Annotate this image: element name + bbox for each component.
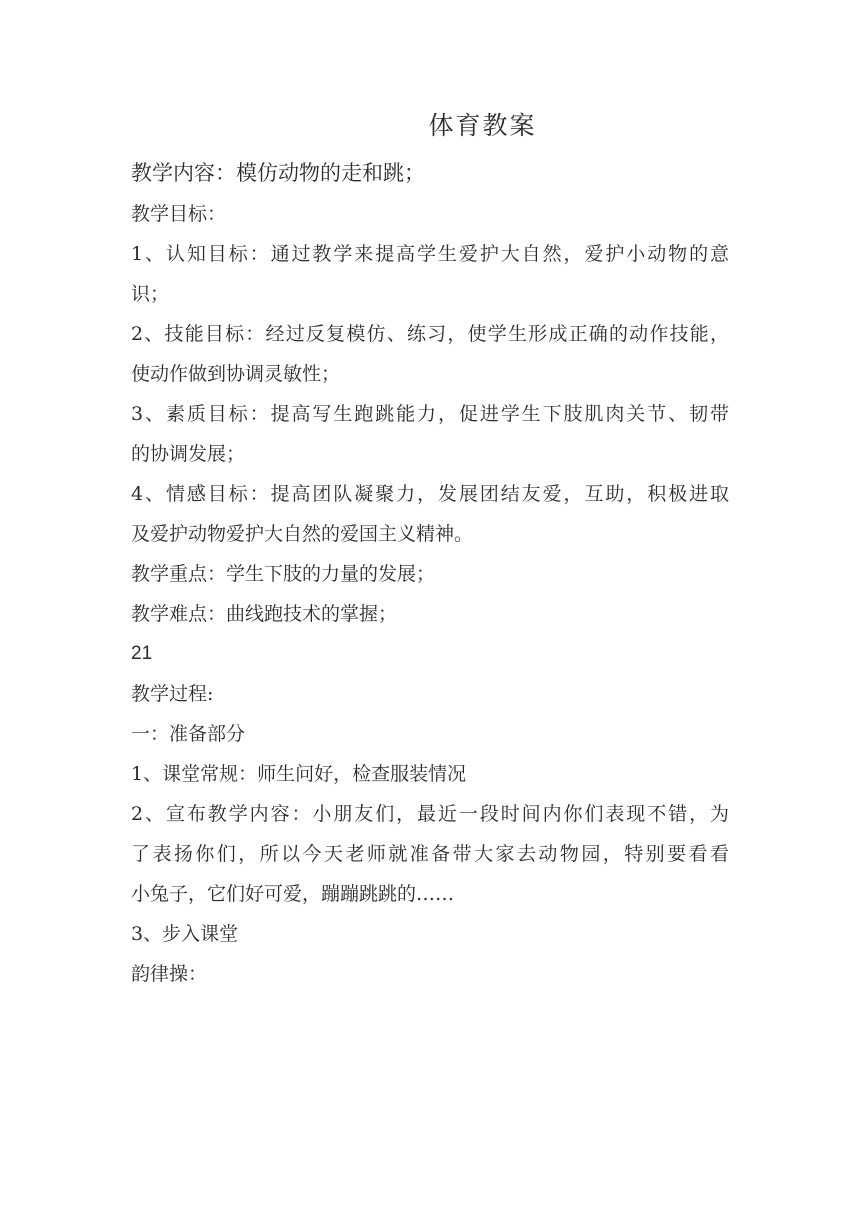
enter-class-line: 3、步入课堂: [131, 923, 239, 945]
emotion-goal-line-2: 及爱护动物爱护大自然的爱国主义精神。: [131, 523, 474, 545]
teaching-content-line: 教学内容：模仿动物的走和跳；: [131, 161, 425, 185]
document-body: [131, 152, 733, 994]
emotion-goal-line-1: 4、情感目标：提高团队凝聚力，发展团结友爱，互助，积极进取: [131, 483, 729, 505]
difficult-point-line: 教学难点：曲线跑技术的掌握；: [131, 603, 398, 625]
quality-goal-line-1: 3、素质目标：提高写生跑跳能力，促进学生下肢肌肉关节、韧带: [131, 403, 729, 425]
announce-content-line-3: 小兔子，它们好可爱，蹦蹦跳跳的……: [131, 883, 455, 905]
document-title: 体育教案: [428, 111, 537, 140]
skill-goal-line-2: 使动作做到协调灵敏性；: [131, 363, 341, 385]
cognitive-goal-line-1: 1、认知目标：通过教学来提高学生爱护大自然，爱护小动物的意: [131, 243, 729, 265]
rhythm-exercise-line: 韵律操：: [131, 963, 208, 985]
preparation-section-heading: 一：准备部分: [131, 723, 246, 745]
announce-content-line-1: 2、宣布教学内容：小朋友们，最近一段时间内你们表现不错，为: [131, 803, 729, 825]
teaching-process-heading: 教学过程:: [131, 683, 214, 705]
skill-goal-line-1: 2、技能目标：经过反复模仿、练习，使学生形成正确的动作技能，: [131, 323, 729, 345]
announce-content-line-2: 了表扬你们，所以今天老师就准备带大家去动物园，特别要看看: [131, 843, 729, 865]
number-line: 21: [131, 643, 153, 664]
teaching-goals-heading: 教学目标：: [131, 203, 227, 225]
cognitive-goal-line-2: 识；: [131, 283, 170, 305]
key-point-line: 教学重点：学生下肢的力量的发展；: [131, 563, 436, 585]
quality-goal-line-2: 的协调发展；: [131, 443, 246, 465]
classroom-routine-line: 1、课堂常规：师生问好，检查服装情况: [131, 763, 467, 785]
